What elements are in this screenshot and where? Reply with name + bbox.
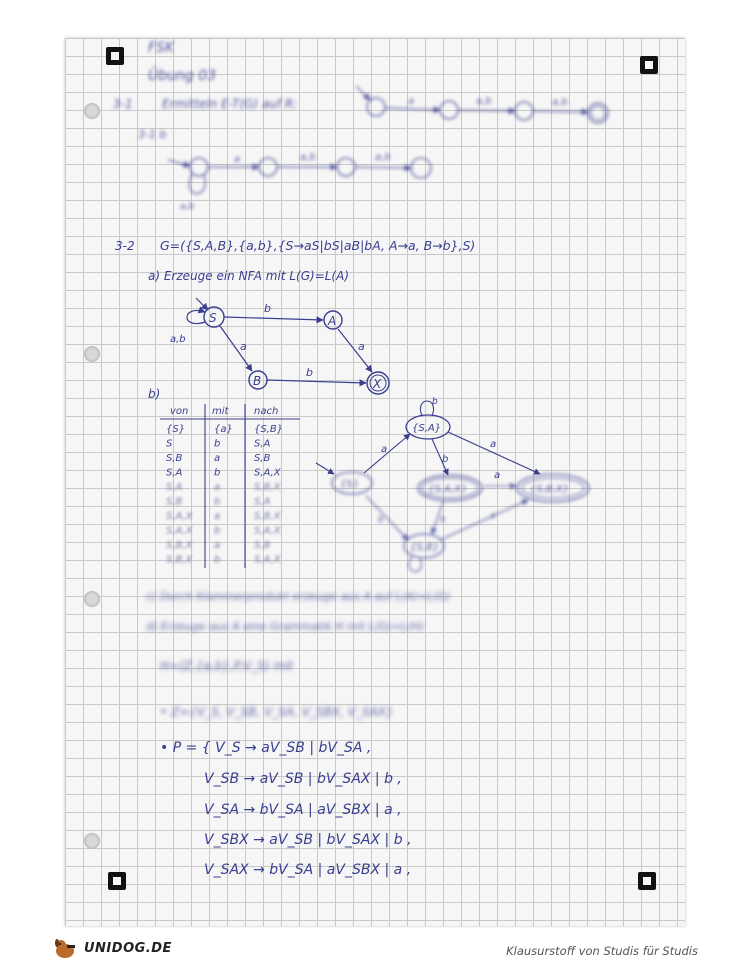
edge-label: a [358, 340, 365, 353]
edge-label: b [432, 397, 438, 407]
productions [160, 740, 411, 878]
table-cell: a [214, 453, 221, 464]
part-d-heading: d) Erzeuge aus A eine Grammatik H mit L(G)=L(H) [146, 620, 425, 633]
transition-line [366, 496, 408, 540]
unidog-logo[interactable] [52, 936, 172, 960]
edge-label: a [490, 439, 497, 450]
edge-label: a,b [170, 334, 186, 345]
dfa-node-label: {S,A} [412, 423, 442, 434]
transition-line [533, 111, 588, 112]
start-arrow [168, 160, 190, 166]
edge-label: a,b [180, 202, 195, 212]
dog-icon [52, 936, 78, 960]
state-label: A [328, 314, 337, 328]
edge-label: b [440, 515, 446, 525]
edge-label: a [494, 470, 501, 481]
table-cell: S,B [166, 496, 183, 508]
table-cell: S,A [254, 496, 271, 508]
state-circle [190, 158, 208, 176]
transition-line [338, 329, 372, 372]
self-loop [187, 310, 205, 323]
task-sub: 3-1 b [138, 128, 167, 141]
start-arrow [196, 298, 208, 310]
production-line: V_SAX → bV_SA | aV_SBX | a , [204, 862, 412, 878]
transition-line [440, 500, 528, 540]
final-state-ring [591, 106, 605, 120]
edge-label: a [490, 511, 496, 521]
table-cell: {S,B} [254, 424, 284, 435]
table-cell: S,B,X [166, 554, 193, 566]
edge-label: b [306, 366, 313, 379]
self-loop [409, 556, 421, 572]
h-definition: H=(Z,{a,b},P,V_S) mit [160, 659, 294, 673]
grammar-definition: G=({S,A,B},{a,b},{S→aS|bS|aB|bA, A→a, B→b},S) [160, 238, 476, 253]
part-c-heading: c) Durch Klammerprodukt erzeuge aus A auf L(A)=L(G) [146, 590, 451, 603]
transition-line [458, 110, 515, 111]
table-cell: a [214, 511, 221, 522]
part-b-heading: b) [148, 387, 161, 401]
sheet-label: Übung 03 [148, 68, 217, 84]
dfa-node-label: {S} [340, 479, 360, 490]
table-cell: b [214, 525, 221, 537]
transition-line [220, 326, 252, 371]
table-cell: S,A,X [166, 511, 193, 522]
table-cell: S,A [166, 482, 183, 493]
table-header: mit [212, 406, 229, 417]
task-number: 3-1 [113, 97, 133, 111]
transition-table [160, 404, 300, 568]
production-line: V_SA → bV_SA | aV_SBX | a , [204, 802, 402, 818]
edge-label: a,b [476, 96, 492, 107]
task-number: 3-2 [115, 239, 135, 253]
table-cell: S,A [254, 438, 271, 450]
table-cell: {S} [166, 424, 186, 435]
dfa-diagram [316, 397, 589, 572]
task-title: Ermitteln E-T(G) auf R: [162, 97, 298, 111]
state-label: B [253, 374, 262, 388]
state-circle [515, 102, 533, 120]
edge-label: a [381, 444, 388, 455]
self-loop [189, 174, 205, 194]
table-cell: b [214, 467, 221, 479]
table-cell: a [214, 540, 221, 551]
table-cell: b [214, 438, 221, 450]
edge-label: a,b [300, 152, 316, 163]
footer-tagline: Klausurstoff von Studis für Studis [506, 944, 698, 958]
z-definition: • Z={V_S, V_SB, V_SA, V_SBX, V_SAX} [160, 705, 394, 719]
course-label: FSK [148, 40, 175, 56]
state-circle [440, 101, 458, 119]
transition-line [385, 108, 440, 110]
production-line: • P = { V_S → aV_SB | bV_SA , [160, 740, 372, 756]
table-cell: S,B,X [166, 540, 193, 551]
transition-line [224, 317, 323, 320]
table-header: von [170, 406, 189, 417]
part-a-heading: a) Erzeuge ein NFA mit L(G)=L(A) [148, 269, 350, 283]
table-cell: b [214, 554, 221, 566]
dfa-node-label: {S,A,X} [428, 484, 468, 495]
table-cell: S,B [254, 453, 271, 464]
production-line: V_SB → aV_SB | bV_SAX | b , [204, 771, 402, 787]
table-cell: S,B,X [254, 482, 281, 493]
edge-label: a,b [552, 97, 568, 108]
state-circle [337, 158, 355, 176]
table-cell: a [214, 482, 221, 493]
table-cell: S,B [254, 540, 271, 551]
dfa-node-label: {S,B} [410, 542, 440, 553]
transition-line [355, 167, 411, 168]
table-cell: S,A,X [254, 467, 281, 479]
state-circle [367, 98, 385, 116]
table-cell: {a} [214, 424, 233, 435]
table-cell: S,A,X [166, 525, 193, 537]
start-arrow [316, 463, 334, 474]
table-cell: S,A [166, 467, 183, 479]
nfa-diagram [170, 298, 389, 394]
logo-text: UNIDOG.DE [84, 940, 172, 956]
table-cell: S [166, 438, 173, 450]
state-label: S [209, 311, 217, 325]
edge-label: b [264, 302, 271, 315]
table-cell: b [214, 496, 221, 508]
dfa-node-label: {S,B,X} [530, 484, 570, 495]
table-cell: S,B [166, 453, 183, 464]
edge-label: a [240, 340, 247, 353]
edge-label: b [378, 515, 384, 525]
production-line: V_SBX → aV_SB | bV_SAX | b , [204, 832, 412, 848]
edge-label: a [408, 96, 415, 107]
table-cell: S,A,X [254, 525, 281, 537]
edge-label: a [234, 154, 241, 165]
table-header: nach [254, 406, 279, 417]
state-circle [259, 158, 277, 176]
edge-label: b [442, 454, 449, 465]
edge-label: a,b [375, 152, 391, 163]
start-arrow [356, 86, 370, 100]
task-3-1 [113, 86, 608, 212]
table-cell: S,B,X [254, 511, 281, 522]
transition-line [267, 380, 366, 383]
state-circle [411, 158, 431, 178]
table-cell: S,A,X [254, 554, 281, 566]
state-label: X [373, 377, 382, 391]
